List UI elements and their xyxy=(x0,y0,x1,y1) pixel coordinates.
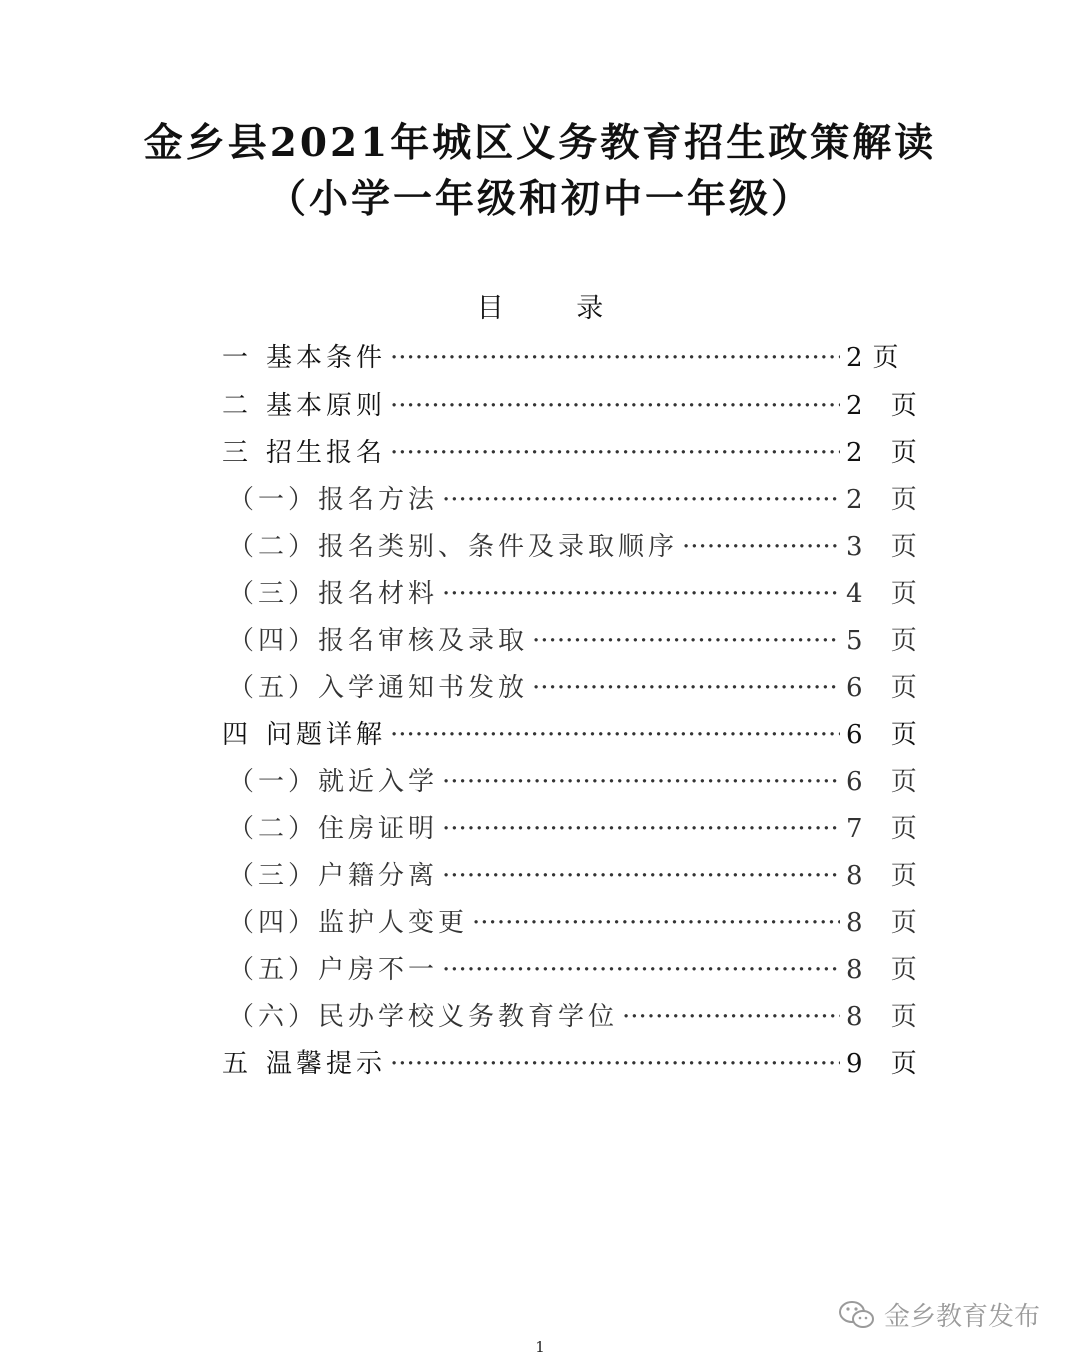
toc-entry-label xyxy=(228,621,528,661)
toc-entry-text: 报名方法 xyxy=(318,485,439,515)
toc-entry-page: 9 页 xyxy=(846,1049,927,1079)
watermark-text: 金乡教育发布 xyxy=(884,1302,1041,1332)
toc-entry-page: 6 页 xyxy=(846,720,927,750)
toc-entry xyxy=(222,433,927,473)
toc-entry-text: 就近入学 xyxy=(318,767,439,797)
toc-entry-page: 6 页 xyxy=(846,767,927,797)
toc-entry-label xyxy=(222,338,386,378)
wechat-icon xyxy=(838,1299,876,1331)
toc-entry-number: （四） xyxy=(228,908,319,938)
toc-entry-text: 问题详解 xyxy=(266,720,387,750)
toc-entry-text: 户籍分离 xyxy=(318,861,439,891)
toc-entry xyxy=(228,762,927,802)
toc-entry xyxy=(222,1044,927,1084)
toc-entry xyxy=(228,856,927,896)
toc-entry-page: 8 页 xyxy=(846,955,927,985)
toc-entry-number: （一） xyxy=(228,767,319,797)
toc-entry xyxy=(228,809,927,849)
toc-entry-page: 2 页 xyxy=(846,485,927,515)
dot-leader xyxy=(442,950,840,990)
dot-leader xyxy=(532,668,840,708)
toc-entry-number: （三） xyxy=(228,579,319,609)
dot-leader xyxy=(442,809,840,849)
toc-entry-label xyxy=(228,480,438,520)
toc-entry-label xyxy=(228,809,438,849)
toc-entry-label xyxy=(228,856,438,896)
toc-entry-number: （一） xyxy=(228,485,319,515)
toc-entry-label xyxy=(228,903,468,943)
toc-entry xyxy=(228,621,927,661)
toc-entry-page: 3 页 xyxy=(846,532,927,562)
document-subtitle: （小学一年级和初中一年级） xyxy=(266,176,813,222)
toc-entry-text: 监护人变更 xyxy=(318,908,469,938)
toc-entry-number: 五 xyxy=(222,1049,253,1079)
toc-entry-text: 住房证明 xyxy=(318,814,439,844)
toc-entry xyxy=(228,480,927,520)
watermark xyxy=(838,1296,1040,1333)
toc-entry-page: 7 页 xyxy=(846,814,927,844)
toc-entry-page: 6 页 xyxy=(846,673,927,703)
toc-entry-text: 招生报名 xyxy=(266,438,387,468)
dot-leader xyxy=(442,856,840,896)
dot-leader xyxy=(472,903,840,943)
toc-entry-label xyxy=(228,762,438,802)
toc-entry xyxy=(228,903,927,943)
toc-entry-page: 8 页 xyxy=(846,908,927,938)
toc-entry-text: 报名审核及录取 xyxy=(318,626,529,656)
dot-leader xyxy=(390,1044,840,1084)
toc-entry-text: 民办学校义务教育学位 xyxy=(318,1002,619,1032)
toc-entry-text: 户房不一 xyxy=(318,955,439,985)
dot-leader xyxy=(682,527,840,567)
toc-entry-label xyxy=(228,527,678,567)
toc-entry-label xyxy=(228,997,618,1037)
dot-leader xyxy=(390,715,840,755)
page-number: 1 xyxy=(535,1338,545,1356)
toc-entry xyxy=(228,574,927,614)
document-title: 金乡县2021年城区义务教育招生政策解读 xyxy=(143,120,937,166)
dot-leader xyxy=(442,574,840,614)
dot-leader xyxy=(532,621,840,661)
dot-leader xyxy=(442,480,840,520)
toc-entry-number: （五） xyxy=(228,955,319,985)
toc-entry-page: 4 页 xyxy=(846,579,927,609)
toc-entry-label xyxy=(228,668,528,708)
toc-entry-label xyxy=(228,574,438,614)
toc-entry-text: 基本条件 xyxy=(266,343,387,373)
toc-entry-number: （六） xyxy=(228,1002,319,1032)
toc-entry-number: 三 xyxy=(222,438,253,468)
toc-heading: 目 录 xyxy=(476,293,636,324)
dot-leader xyxy=(390,386,840,426)
toc-entry-page: 2 页 xyxy=(846,438,927,468)
toc-entry-number: （三） xyxy=(228,861,319,891)
dot-leader xyxy=(442,762,840,802)
toc-entry-text: 温馨提示 xyxy=(266,1049,387,1079)
toc-entry-text: 入学通知书发放 xyxy=(318,673,529,703)
toc-entry xyxy=(228,527,927,567)
toc-entry-number: （四） xyxy=(228,626,319,656)
dot-leader xyxy=(390,433,840,473)
toc-entry-label xyxy=(222,1044,386,1084)
toc-entry xyxy=(222,386,927,426)
toc-entry-page: 2 页 xyxy=(846,391,927,421)
toc-entry-number: 四 xyxy=(222,720,253,750)
toc-entry xyxy=(228,997,927,1037)
toc-entry-number: （五） xyxy=(228,673,319,703)
toc-entry-number: 一 xyxy=(222,343,253,373)
toc-entry xyxy=(228,950,927,990)
toc-entry-label xyxy=(222,433,386,473)
toc-entry-page: 8 页 xyxy=(846,861,927,891)
dot-leader xyxy=(390,338,840,378)
toc-entry-number: 二 xyxy=(222,391,253,421)
toc-entry-number: （二） xyxy=(228,814,319,844)
toc-entry xyxy=(222,715,927,755)
toc-entry-number: （二） xyxy=(228,532,319,562)
toc-entry-text: 基本原则 xyxy=(266,391,387,421)
toc-entry-page: 5 页 xyxy=(846,626,927,656)
toc-entry xyxy=(228,668,927,708)
toc-entry-label xyxy=(228,950,438,990)
toc-entry xyxy=(222,338,909,378)
toc-entry-text: 报名类别、条件及录取顺序 xyxy=(318,532,679,562)
toc-entry-text: 报名材料 xyxy=(318,579,439,609)
toc-entry-label xyxy=(222,386,386,426)
toc-entry-page: 8 页 xyxy=(846,1002,927,1032)
dot-leader xyxy=(622,997,840,1037)
toc-entry-label xyxy=(222,715,386,755)
toc-entry-page: 2页 xyxy=(846,343,909,373)
